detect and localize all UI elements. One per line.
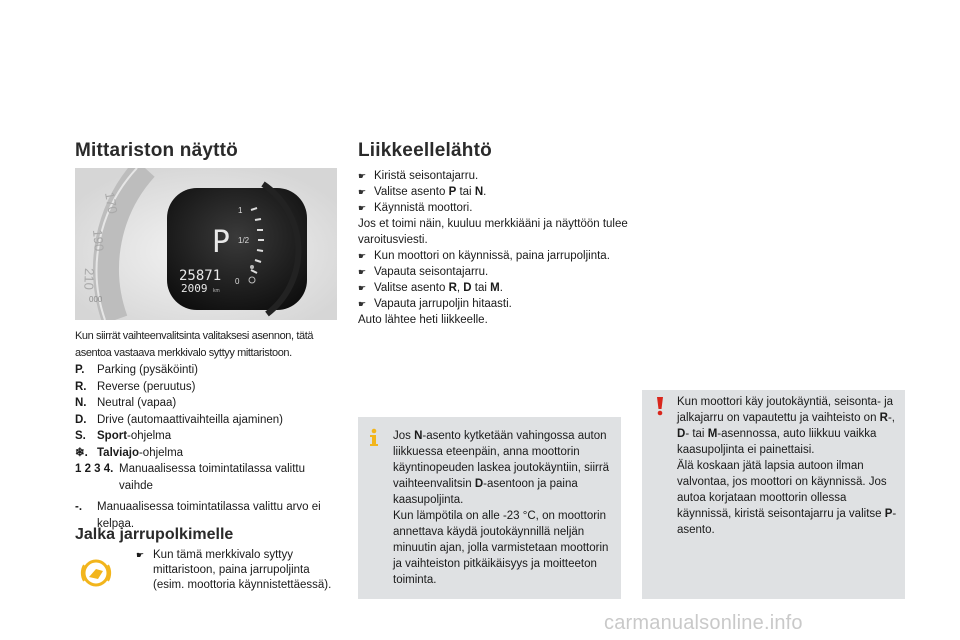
- step-item: ☛ Valitse asento R, D tai M.: [358, 280, 628, 296]
- step-note: Auto lähtee heti liikkeelle.: [358, 314, 488, 326]
- step-item: ☛ Kiristä seisontajarru.: [358, 168, 628, 184]
- snowflake-icon: ❄.: [75, 446, 88, 459]
- legend-key: S.: [75, 430, 86, 442]
- legend-text: Manuaalisessa toimintatilassa valittu vaihde: [119, 463, 306, 492]
- info-icon: [364, 427, 384, 447]
- watermark: carmanualsonline.info: [604, 612, 803, 634]
- legend-text: Neutral (vapaa): [97, 397, 177, 409]
- legend-key: R.: [75, 380, 87, 393]
- starting-steps: [358, 168, 628, 328]
- gear-legend: [75, 362, 340, 532]
- legend-text: -ohjelma: [127, 430, 172, 442]
- info-box-text: Jos N-asento kytketään vahingossa auton liikkuessa eteenpäin, anna moottorin käyntinopeuden laskea joutokäyntiin, siirrä vaihteenvalitsin D-asentoon ja paina kaasupoljinta. Kun lämpötila on alle -23 °C, on moottorin annettava käydä joutokäynnillä neljän minuutin ajan, jolla varmistetaan moottorin ja vaihteiston pitkäikäisyys ja moitteeton toiminta.: [393, 430, 610, 586]
- step-item: ☛ Kun moottori on käynnissä, paina jarrupoljinta.: [358, 248, 628, 264]
- legend-key: 1 2 3 4.: [75, 463, 114, 475]
- gear-indicator: P: [212, 225, 231, 260]
- info-box: [358, 417, 621, 599]
- warning-box: [642, 390, 905, 599]
- svg-text:000: 000: [89, 295, 103, 304]
- legend-key: N.: [75, 397, 87, 409]
- step-item: ☛ Vapauta seisontajarru.: [358, 264, 628, 280]
- brake-pedal-description: [136, 548, 336, 593]
- step-note: Jos et toimi näin, kuuluu merkkiääni ja näyttöön tulee varoitusviesti.: [358, 218, 628, 246]
- section-title-brake-pedal: Jalka jarrupolkimelle: [75, 526, 234, 543]
- step-item: ☛ Valitse asento P tai N.: [358, 184, 628, 200]
- legend-item: [75, 395, 340, 412]
- brake-pedal-text: Kun tämä merkkivalo syttyy mittaristoon, paina jarrupoljinta (esim. moottoria käynnistettäessä).: [153, 549, 332, 591]
- legend-item: [75, 461, 340, 494]
- legend-key: D.: [75, 413, 87, 426]
- foot-on-brake-icon: [78, 555, 114, 591]
- trip-unit: km: [213, 288, 220, 294]
- step-item: ☛ Vapauta jarrupoljin hitaasti.: [358, 296, 628, 312]
- step-item: ☛ Käynnistä moottori.: [358, 200, 628, 216]
- legend-text: Parking (pysäköinti): [97, 364, 198, 376]
- display-caption: Kun siirrät vaihteenvalitsinta valitaksesi asennon, tätä asentoa vastaava merkkivalo syttyy mittaristoon.: [75, 330, 314, 359]
- legend-text: Manuaalisessa toimintatilassa valittu arvo ei kelpaa.: [97, 501, 321, 530]
- legend-bold: Talviajo: [97, 446, 139, 459]
- section-title-starting-off: Liikkeellelähtö: [358, 140, 492, 161]
- legend-text: Drive (automaattivaihteilla ajaminen): [97, 413, 283, 426]
- fuel-mark-full: 1: [238, 206, 243, 215]
- svg-text:170: 170: [102, 190, 121, 215]
- legend-item: [75, 412, 340, 429]
- legend-item: [75, 428, 340, 445]
- svg-text:190: 190: [90, 228, 107, 252]
- legend-bold: Sport: [97, 430, 128, 442]
- legend-key: P.: [75, 364, 85, 376]
- section-title-display: Mittariston näyttö: [75, 140, 238, 161]
- instrument-cluster-illustration: [75, 168, 337, 320]
- legend-key: -.: [75, 501, 83, 513]
- legend-item: [75, 362, 340, 379]
- legend-item: [75, 379, 340, 396]
- legend-text: -ohjelma: [138, 446, 184, 459]
- legend-text: Reverse (peruutus): [97, 380, 196, 393]
- instrument-cluster-image: [75, 168, 337, 320]
- fuel-mark-half: 1/2: [238, 236, 250, 245]
- pointing-hand-icon: ☛: [136, 550, 145, 560]
- trip-readout: 2009: [181, 282, 208, 295]
- fuel-mark-empty: 0: [235, 277, 240, 286]
- svg-text:210: 210: [81, 267, 97, 291]
- warning-box-text: Kun moottori käy joutokäyntiä, seisonta- ja jalkajarru on vapautettu ja vaihteisto on R-, D- tai M-asennossa, auto liikkuu vaikka kaasupoljinta ei painettaisi. Älä koskaan jätä lapsia autoon ilman valvontaa, jos moottori on käynnissä. Jos autoa korjataan moottorin ollessa käynnissä, kiristä seisontajarru ja valitse P-asento.: [677, 396, 897, 536]
- odometer-readout: 25871: [179, 268, 222, 284]
- legend-item: [75, 445, 340, 462]
- warning-icon: [650, 396, 670, 416]
